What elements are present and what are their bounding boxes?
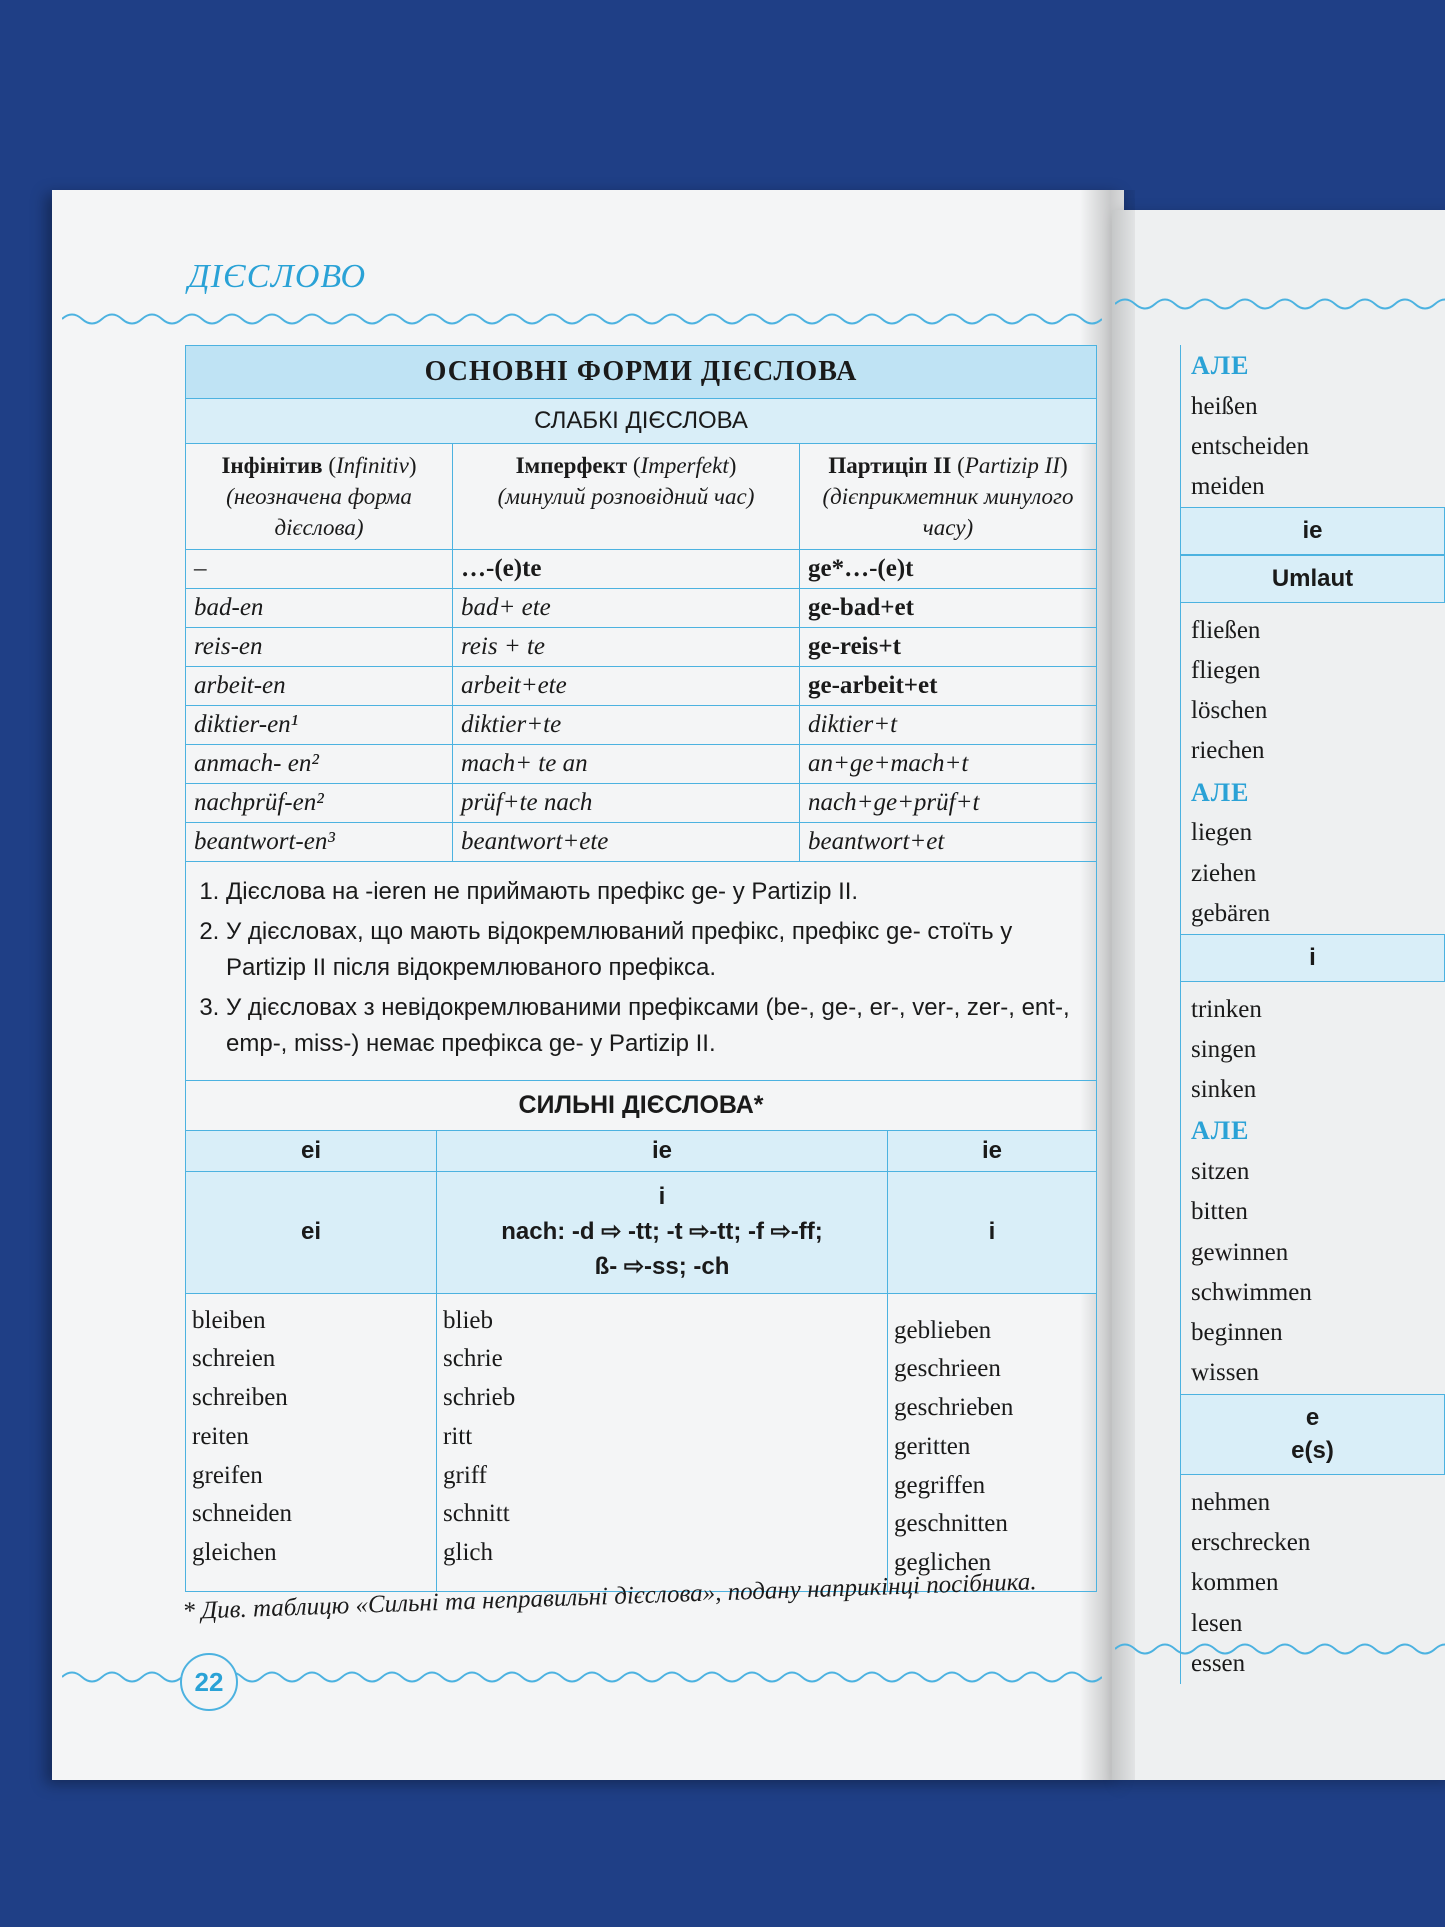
cell: ie [437, 1131, 888, 1172]
header-partizip: Партиціп II (Partizip II) (дієприкметник минулого часу) [800, 444, 1097, 550]
ale-label: АЛЕ [1191, 1116, 1250, 1146]
cell: ie [888, 1131, 1097, 1172]
cell: prüf+te nach [453, 784, 800, 823]
right-box-1 [1180, 345, 1445, 507]
list-item: geglichen [894, 1549, 992, 1577]
list-item: gewinnen [1191, 1238, 1289, 1266]
cell: diktier+t [800, 706, 1097, 745]
cell: ge*…-(e)t [800, 550, 1097, 589]
right-box-3 [1180, 982, 1445, 1394]
note-item: 1. Дієслова на -ieren не приймають префікс ge- у Partizip II. [226, 874, 1080, 910]
imperfekt-list [437, 1293, 888, 1591]
strong-body-row [186, 1293, 1097, 1591]
cell: ei [186, 1131, 437, 1172]
right-page-column [1180, 345, 1445, 1684]
cell: i [888, 1172, 1097, 1293]
cell: mach+ te an [453, 745, 800, 784]
cell: ge-arbeit+et [800, 667, 1097, 706]
rule-consonants: nach: -d ⇨ -tt; -t ⇨-tt; -f ⇨-ff; [501, 1217, 823, 1245]
weak-verbs-table [185, 345, 1097, 862]
list-item: schneiden [192, 1500, 292, 1528]
ale-label: АЛЕ [1191, 777, 1250, 807]
cell: bad-en [186, 589, 453, 628]
list-item: fliegen [1191, 656, 1261, 684]
cell: diktier+te [453, 706, 800, 745]
cell: nachprüf-en² [186, 784, 453, 823]
running-head: ДІЄСЛОВО [188, 258, 367, 295]
list-item: gegriffen [894, 1471, 986, 1499]
list-item: nehmen [1191, 1488, 1271, 1516]
cell: ei [186, 1172, 437, 1293]
band-ie: ie [1180, 507, 1445, 555]
list-item: riechen [1191, 737, 1265, 765]
strong-verbs-title: СИЛЬНІ ДІЄСЛОВА* [185, 1080, 1097, 1130]
band-umlaut: Umlaut [1180, 555, 1445, 603]
main-title: ОСНОВНІ ФОРМИ ДІЄСЛОВА [186, 346, 1097, 399]
right-box-2 [1180, 603, 1445, 934]
list-item: singen [1191, 1035, 1257, 1063]
list-item: meiden [1191, 473, 1265, 501]
partizip-list [888, 1293, 1097, 1591]
table-row [186, 550, 1097, 589]
list-item: gleichen [192, 1539, 277, 1567]
list-item: essen [1191, 1649, 1246, 1677]
cell: reis + te [453, 628, 800, 667]
weak-header-row [186, 444, 1097, 550]
list-item: gebären [1191, 899, 1271, 927]
list-item: bleiben [192, 1306, 266, 1334]
table-row [186, 706, 1097, 745]
list-item: lesen [1191, 1609, 1243, 1637]
list-item: reiten [192, 1422, 249, 1450]
list-item: heißen [1191, 392, 1258, 420]
table-row [186, 745, 1097, 784]
list-item: löschen [1191, 697, 1268, 725]
main-content [185, 345, 1097, 1592]
cell: an+ge+mach+t [800, 745, 1097, 784]
cell: nach+ge+prüf+t [800, 784, 1097, 823]
cell-change-rules [437, 1172, 888, 1293]
list-item: geblieben [894, 1316, 992, 1344]
weak-verbs-title: СЛАБКІ ДІЄСЛОВА [186, 399, 1097, 444]
list-item: beginnen [1191, 1319, 1283, 1347]
cell: ge-bad+et [800, 589, 1097, 628]
cell: reis-en [186, 628, 453, 667]
strong-header-row-2 [186, 1172, 1097, 1293]
cell: beantwort+ete [453, 823, 800, 862]
table-row [186, 784, 1097, 823]
list-item: bitten [1191, 1198, 1248, 1226]
list-item: schreien [192, 1345, 276, 1373]
band-e-label: e [1305, 1403, 1320, 1431]
strong-header-row-1 [186, 1131, 1097, 1172]
infinitive-list [186, 1293, 437, 1591]
list-item: kommen [1191, 1569, 1279, 1597]
list-item: schwimmen [1191, 1278, 1312, 1306]
page-number: 22 [180, 1653, 238, 1711]
list-item: erschrecken [1191, 1529, 1311, 1557]
wave-divider-top [62, 310, 1102, 328]
list-item: schrieb [443, 1384, 516, 1412]
list-item: fließen [1191, 616, 1261, 644]
rule-consonants-2: ß- ⇨-ss; -ch [594, 1252, 730, 1280]
list-item: glich [443, 1539, 493, 1567]
wave-divider-right [1115, 295, 1445, 313]
cell: …-(e)te [453, 550, 800, 589]
weak-verbs-notes [185, 862, 1097, 1080]
rule-vowel: i [658, 1183, 666, 1211]
list-item: sitzen [1191, 1158, 1250, 1186]
note-item: 2. У дієсловах, що мають відокремлюваний префікс, префікс ge- стоїть у Partizip II після відокремлюваного префікса. [226, 914, 1080, 986]
list-item: schreiben [192, 1384, 288, 1412]
header-imperfekt: Імперфект (Imperfekt) (минулий розповідний час) [453, 444, 800, 550]
list-item: blieb [443, 1306, 493, 1334]
table-row [186, 589, 1097, 628]
ale-label: АЛЕ [1191, 351, 1250, 380]
band-e [1180, 1394, 1445, 1475]
cell: beantwort-en³ [186, 823, 453, 862]
list-item: liegen [1191, 819, 1253, 847]
list-item: ziehen [1191, 859, 1257, 887]
strong-verbs-table [185, 1130, 1097, 1592]
table-row [186, 667, 1097, 706]
cell: arbeit+ete [453, 667, 800, 706]
list-item: schnitt [443, 1500, 510, 1528]
band-i: i [1180, 934, 1445, 982]
list-item: wissen [1191, 1359, 1260, 1387]
list-item: sinken [1191, 1076, 1257, 1104]
cell: – [186, 550, 453, 589]
list-item: ritt [443, 1422, 473, 1450]
list-item: trinken [1191, 995, 1262, 1023]
cell: anmach- en² [186, 745, 453, 784]
table-row [186, 823, 1097, 862]
list-item: entscheiden [1191, 432, 1310, 460]
list-item: schrie [443, 1345, 503, 1373]
footnote: * Див. таблицю «Сильні та неправильні дієслова», подану наприкінці посібника. [182, 1568, 1037, 1625]
right-box-4 [1180, 1475, 1445, 1684]
header-infinitiv: Інфінітив (Infinitiv) (неозначена форма дієслова) [186, 444, 453, 550]
list-item: geschrieen [894, 1355, 1001, 1383]
band-es-label: e(s) [1291, 1437, 1334, 1465]
cell: bad+ ete [453, 589, 800, 628]
note-item: 3. У дієсловах з невідокремлюваними префіксами (be-, ge-, er-, ver-, zer-, ent-, emp-, miss-) немає префікса ge- у Partizip II. [226, 990, 1080, 1062]
cell: ge-reis+t [800, 628, 1097, 667]
list-item: geschnitten [894, 1510, 1008, 1538]
list-item: geschrieben [894, 1394, 1014, 1422]
cell: arbeit-en [186, 667, 453, 706]
cell: beantwort+et [800, 823, 1097, 862]
list-item: geritten [894, 1432, 971, 1460]
list-item: griff [443, 1461, 487, 1489]
table-row [186, 628, 1097, 667]
cell: diktier-en¹ [186, 706, 453, 745]
list-item: greifen [192, 1461, 263, 1489]
